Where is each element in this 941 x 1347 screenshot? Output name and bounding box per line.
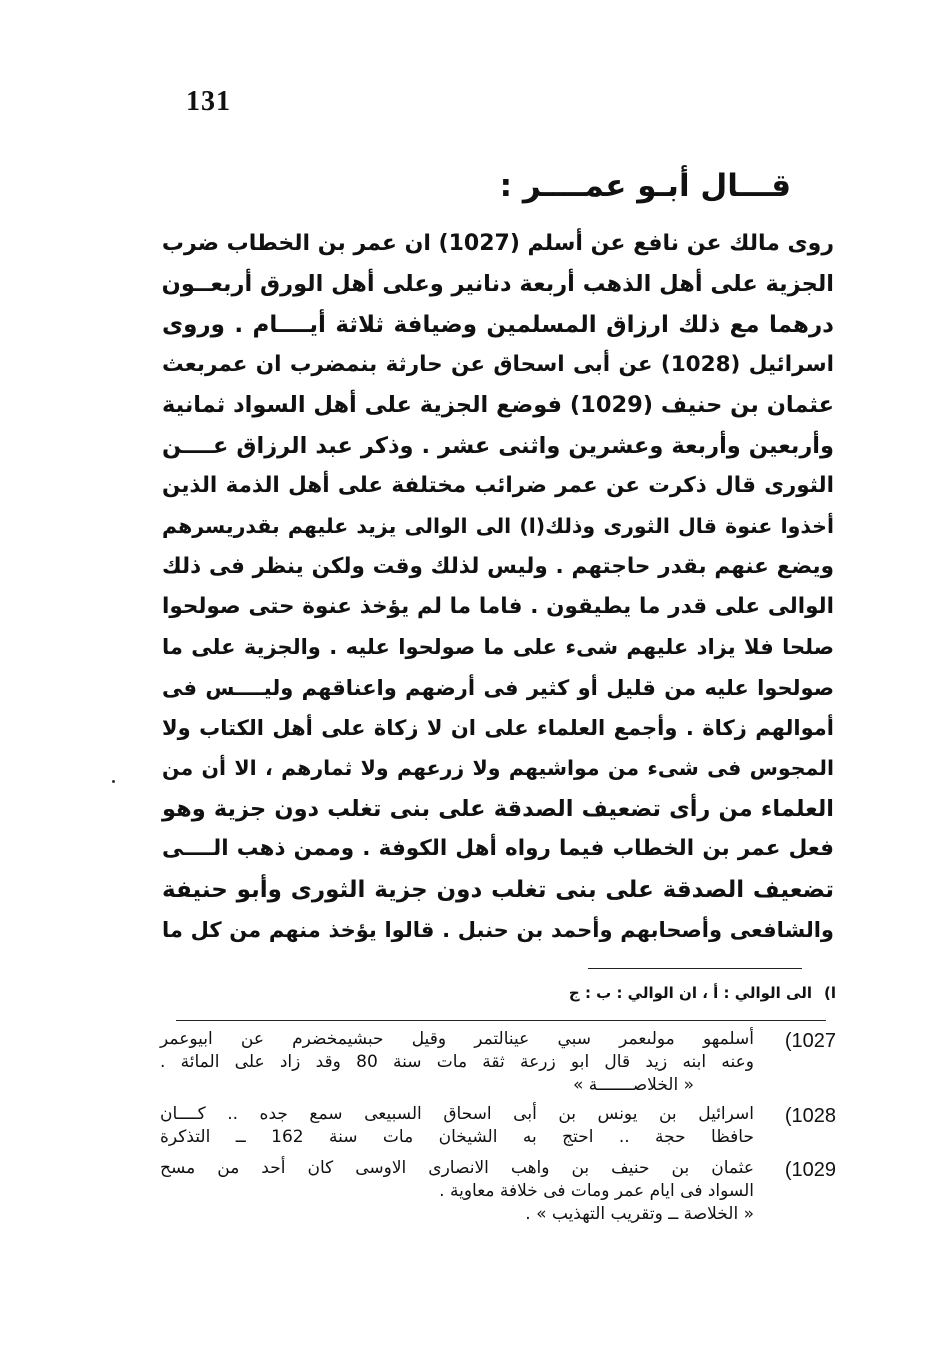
footnote-line: وعنه ابنه زيد قال ابو زرعة ثقة مات سنة 80 وقد زاد على المائة . xyxy=(160,1052,754,1072)
footnote-line: « الخلاصة ــ وتقريب التهذيب » . xyxy=(525,1204,754,1224)
apparatus-text: الى الوالي : أ ، ان الوالي : ب : ج xyxy=(568,984,812,1002)
footnote-line: « الخلاصـــــــة » xyxy=(572,1075,694,1095)
footnote-divider xyxy=(588,968,802,969)
footnote-1027 xyxy=(160,1028,836,1097)
text-line: الوالى على قدر ما يطيقون . فاما ما لم يؤخذ عنوة حتى صولحوا xyxy=(162,594,834,620)
footnote-number: (1028 xyxy=(784,1105,836,1127)
text-line: وأربعين وأربعة وعشرين واثنى عشر . وذكر عبد الرزاق عــــن xyxy=(162,432,834,459)
footnote-1028 xyxy=(160,1103,836,1149)
apparatus-note xyxy=(510,984,836,1002)
text-line: اسرائيل (1028) عن أبى اسحاق عن حارثة بنمضرب ان عمربعث xyxy=(162,352,834,378)
text-line: صولحوا عليه من قليل أو كثير فى أرضهم واعناقهم وليــــس فى xyxy=(162,675,834,700)
footnote-line: عثمان بن حنيف بن واهب الانصارى الاوسى كان أحد من مسح xyxy=(160,1158,754,1178)
footnote-line: اسرائيل بن يونس بن أبى اسحاق السبيعى سمع جده .. كــــان xyxy=(160,1104,754,1124)
text-line: فعل عمر بن الخطاب فيما رواه أهل الكوفة . وممن ذهب الــــى xyxy=(162,836,834,862)
text-line: العلماء من رأى تضعيف الصدقة على بنى تغلب دون جزية وهو xyxy=(162,795,834,822)
text-line: درهما مع ذلك ارزاق المسلمين وضيافة ثلاثة أيــــام . وروى xyxy=(162,311,834,338)
text-line: الجزية على أهل الذهب أربعة دنانير وعلى أهل الورق أربعــون xyxy=(161,271,834,298)
text-line: صلحا فلا يزاد عليهم شىء على ما صولحوا عليه . والجزية على ما xyxy=(162,635,834,660)
text-line: روى مالك عن نافع عن أسلم (1027) ان عمر بن الخطاب ضرب xyxy=(161,231,834,256)
scan-speck xyxy=(112,780,115,783)
footnote-1029 xyxy=(160,1157,836,1226)
apparatus-mark: ا) xyxy=(824,984,836,1002)
text-line: الثورى قال ذكرت عن عمر ضرائب مختلفة على أهل الذمة الذين xyxy=(162,473,834,499)
text-line: أموالهم زكاة . وأجمع العلماء على ان لا زكاة على أهل الكتاب ولا xyxy=(162,716,834,741)
page-number: 131 xyxy=(186,86,231,117)
main-text xyxy=(162,224,834,950)
text-line: ويضع عنهم بقدر حاجتهم . وليس لذلك وقت ولكن ينظر فى ذلك xyxy=(162,553,834,579)
footnotes-section xyxy=(160,1028,836,1230)
footnote-line: حافظا حجة .. احتج به الشيخان مات سنة 162 ــ التذكرة xyxy=(160,1127,754,1147)
text-line: تضعيف الصدقة على بنى تغلب دون جزية الثورى وأبو حنيفة xyxy=(162,876,834,903)
text-line: والشافعى وأصحابهم وأحمد بن حنبل . قالوا يؤخذ منهم من كل ما xyxy=(162,917,834,942)
footnote-line: أسلمهو مولىعمر سبي عينالتمر وقيل حبشيمخضرم عن ابيوعمر xyxy=(160,1029,754,1049)
footnotes-divider xyxy=(176,1020,826,1021)
text-line: المجوس فى شىء من مواشيهم ولا زرعهم ولا ثمارهم ، الا أن من xyxy=(162,756,834,781)
section-heading: قـــال أبـو عمــــر : xyxy=(499,168,791,204)
text-line: عثمان بن حنيف (1029) فوضع الجزية على أهل السواد ثمانية xyxy=(162,392,834,419)
footnote-line: السواد فى ايام عمر ومات فى خلافة معاوية . xyxy=(439,1181,754,1201)
footnote-number: (1027 xyxy=(784,1030,836,1052)
text-line: أخذوا عنوة قال الثورى وذلك(ا) الى الوالى يزيد عليهم بقدريسرهم xyxy=(162,514,834,539)
footnote-number: (1029 xyxy=(784,1159,836,1181)
